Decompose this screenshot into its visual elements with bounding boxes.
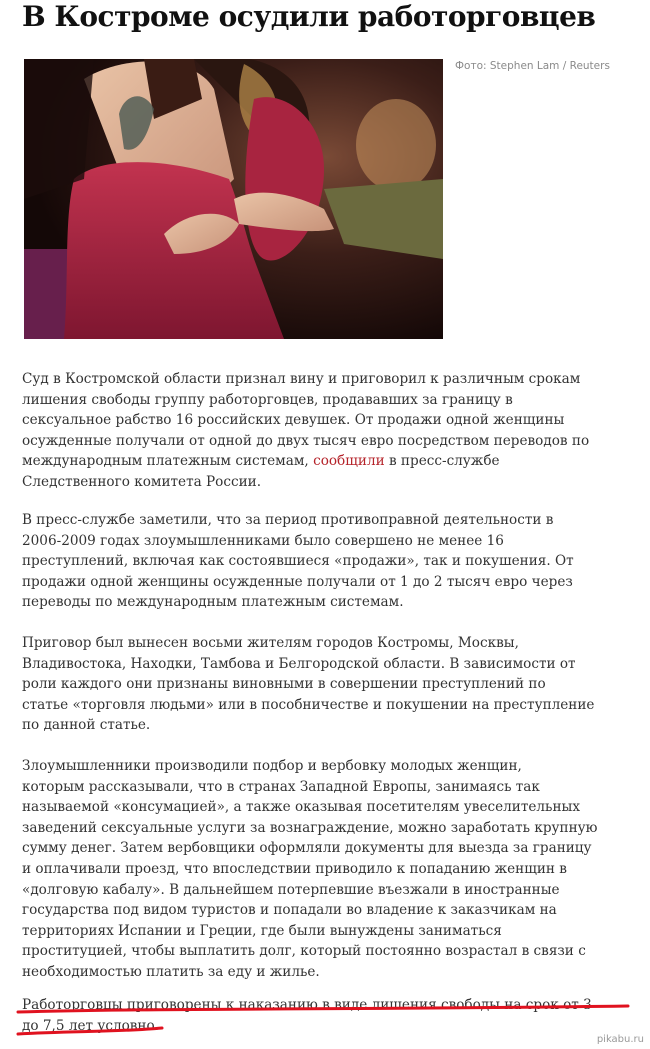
article-photo [24,59,443,339]
article-paragraph-4: Злоумышленники производили подбор и вербовку молодых женщин, которым рассказывали, что в странах Западной Европы, занимаясь так называемой «консумацией», а также оказывая посетителям увеселительных заведений сексуальные услуги за вознаграждение, можно заработать крупную сумму денег. Затем вербовщики оформляли документы для выезда за границу и оплачивали проезд, что впоследствии приводило к попаданию женщин в «долговую кабалу». В дальнейшем потерпевшие въезжали в иностранные государства под видом туристов и попадали во владение к заказчикам на территориях Испании и Греции, где были вынуждены заниматься проституцией, чтобы выплатить долг, который постоянно возрастал в связи с необходимостью платить за еду и жилье. [22,758,598,980]
article-paragraph-2: В пресс-службе заметили, что за период противоправной деятельности в 2006-2009 годах злоумышленниками было совершено не менее 16 преступлений, включая как состоявшиеся «продажи», так и покушения. От продажи одной женщины осужденные получали от 1 до 2 тысяч евро через переводы по международным платежным системам. [22,512,574,611]
watermark: pikabu.ru [596,1034,644,1045]
paragraph-1-text-after-link: в пресс-службе Следственного комитета России. [22,453,500,490]
article-paragraph-5: Работорговцы приговорены к наказанию в виде лишения свободы на срок от 3 до 7,5 лет условно. [22,997,592,1034]
source-link[interactable]: сообщили [313,453,385,470]
paragraph-1-text-before-link: Суд в Костромской области признал вину и приговорил к различным срокам лишения свободы группу работорговцев, продававших за границу в сексуальное рабство 16 российских девушек. От продажи одной женщины осужденные получали от одной до двух тысяч евро посредством переводов по международным платежным системам, [22,371,590,470]
article-title: В Костроме осудили работорговцев [22,0,596,33]
article-paragraph-3: Приговор был вынесен восьми жителям городов Костромы, Москвы, Владивостока, Находки, Тамбова и Белгородской области. В зависимости от роли каждого они признаны виновными в совершении преступлений по статье «торговля людьми» или в пособничестве и покушении на преступление по данной статье. [22,635,595,734]
article-paragraph-1 [22,369,622,493]
photo-credit: Фото: Stephen Lam / Reuters [455,60,610,72]
